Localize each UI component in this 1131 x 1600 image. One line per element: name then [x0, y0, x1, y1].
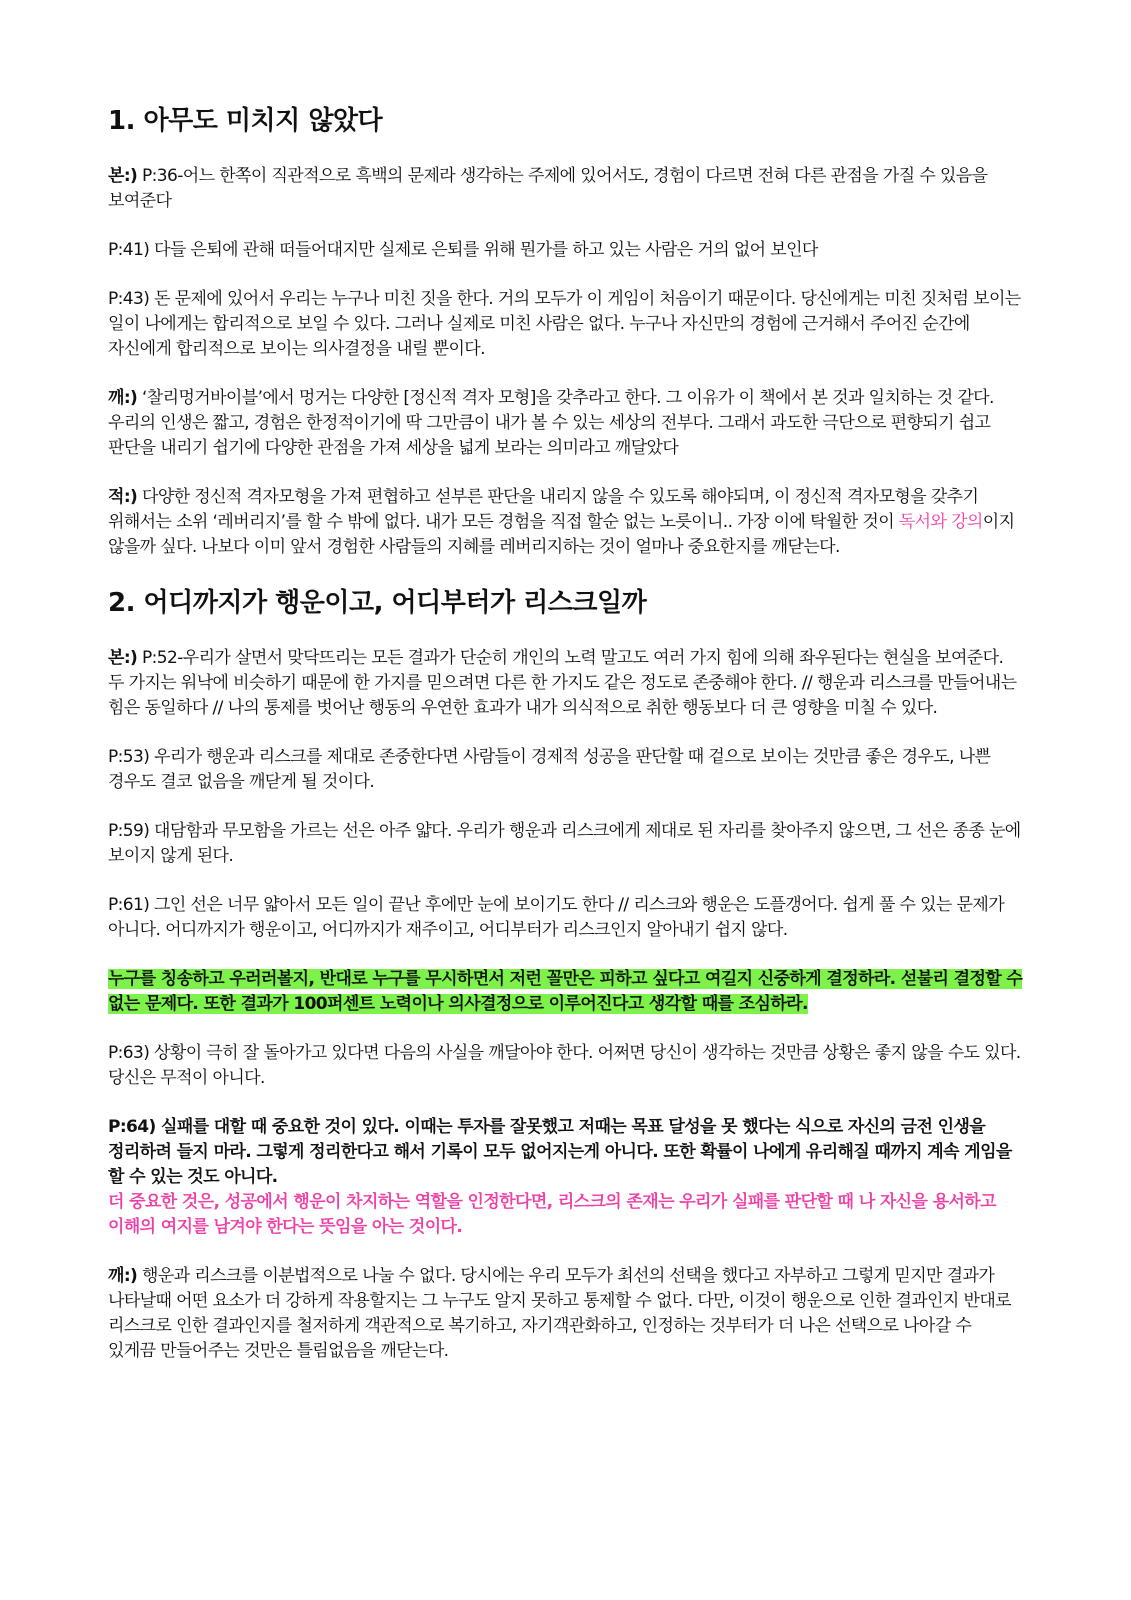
section-1-bon-paragraph	[108, 164, 1023, 214]
jeok-text-after: 이지 않을까 싶다. 나보다 이미 앞서 경험한 사람들의 지혜를 레버리지하는 것이 얼마나 중요한지를 깨닫는다.	[108, 512, 1015, 557]
p64-pink-text: 더 중요한 것은, 성공에서 행운이 차지하는 역할을 인정한다면, 리스크의 존재는 우리가 실패를 판단할 때 나 자신을 용서하고 이해의 여지를 남겨야 한다는 뜻임을 아는 것이다.	[108, 1192, 996, 1237]
jeok-text-before: 다양한 정신적 격자모형을 가져 편협하고 섣부른 판단을 내리지 않을 수 있도록 해야되며, 이 정신적 격자모형을 갖추기 위해서는 소위 ‘레버리지’를 할 수 밖에 없다. 내가 모든 경험을 직접 할순 없는 노릇이니.. 가장 이에 탁월한 것이	[108, 487, 979, 532]
section-2-quote-p59: P:59) 대담함과 무모함을 가르는 선은 아주 얇다. 우리가 행운과 리스크에게 제대로 된 자리를 찾아주지 않으면, 그 선은 종종 눈에 보이지 않게 된다.	[108, 821, 1021, 866]
section-2-highlighted-paragraph	[108, 967, 1023, 1017]
p64-bold-text: P:64) 실패를 대할 때 중요한 것이 있다. 이때는 투자를 잘못했고 저때는 목표 달성을 못 했다는 식으로 자신의 금전 인생을 정리하려 들지 마라. 그렇게 정리한다고 해서 기록이 모두 없어지는게 아니다. 또한 확률이 나에게 유리해질 때까지 계속 게임을 할 수 있는 것도 아니다.	[108, 1117, 1012, 1187]
kkae-tag: 깨:)	[108, 388, 138, 408]
section-1-quote-p43: P:43) 돈 문제에 있어서 우리는 누구나 미친 짓을 한다. 거의 모두가 이 게임이 처음이기 때문이다. 당신에게는 미친 짓처럼 보이는 일이 나에게는 합리적으로 보일 수 있다. 그러나 실제로 미친 사람은 없다. 누구나 자신만의 경험에 근거해서 주어진 순간에 자신에게 합리적으로 보이는 의사결정을 내릴 뿐이다.	[108, 289, 1021, 359]
green-highlight-text: 누구를 칭송하고 우러러볼지, 반대로 누구를 무시하면서 저런 꼴만은 피하고 싶다고 여길지 신중하게 결정하라. 섣불리 결정할 수 없는 문제다. 또한 결과가 100퍼센트 노력이나 의사결정으로 이루어진다고 생각할 때를 조심하라.	[108, 969, 1023, 1014]
bon-tag: 본:)	[108, 648, 138, 668]
section-2-title: 2. 어디까지가 행운이고, 어디부터가 리스크일까	[108, 588, 647, 618]
kkae-text: ‘찰리멍거바이블’에서 멍거는 다양한 [정신적 격자 모형]을 갖추라고 한다. 그 이유가 이 책에서 본 것과 일치하는 것 같다. 우리의 인생은 짧고, 경험은 한정적이기에 딱 그만큼이 내가 볼 수 있는 세상의 전부다. 그래서 과도한 극단으로 편향되기 쉽고 판단을 내리기 쉽기에 다양한 관점을 가져 세상을 넓게 보라는 의미라고 깨달았다	[108, 388, 994, 458]
kkae-tag: 깨:)	[108, 1266, 138, 1286]
jeok-highlight: 독서와 강의	[898, 512, 983, 532]
section-2-bon-paragraph	[108, 646, 1023, 721]
section-1-jeok-paragraph	[108, 485, 1023, 560]
section-2-quote-p64	[108, 1115, 1023, 1240]
bon-text: P:36-어느 한쪽이 직관적으로 흑백의 문제라 생각하는 주제에 있어서도, 경험이 다르면 전혀 다른 관점을 가질 수 있음을 보여준다	[108, 166, 988, 211]
bon-tag: 본:)	[108, 166, 138, 186]
kkae-text: 행운과 리스크를 이분법적으로 나눌 수 없다. 당시에는 우리 모두가 최선의 선택을 했다고 자부하고 그렇게 믿지만 결과가 나타날때 어떤 요소가 더 강하게 작용할지는 그 누구도 알지 못하고 통제할 수 없다. 다만, 이것이 행운으로 인한 결과인지 반대로 리스크로 인한 결과인지를 철저하게 객관적으로 복기하고, 자기객관화하고, 인정하는 것부터가 더 나은 선택으로 나아갈 수 있게끔 만들어주는 것만은 틀림없음을 깨닫는다.	[108, 1266, 1011, 1361]
section-1-quote-p41: P:41) 다들 은퇴에 관해 떠들어대지만 실제로 은퇴를 위해 뭔가를 하고 있는 사람은 거의 없어 보인다	[108, 240, 818, 260]
section-2-kkae-paragraph	[108, 1264, 1023, 1364]
jeok-tag: 적:)	[108, 487, 138, 507]
section-2-quote-p63: P:63) 상황이 극히 잘 돌아가고 있다면 다음의 사실을 깨달아야 한다. 어쩌면 당신이 생각하는 것만큼 상황은 좋지 않을 수도 있다. 당신은 무적이 아니다.	[108, 1043, 1021, 1088]
section-1-title: 1. 아무도 미치지 않았다	[108, 106, 383, 136]
section-1-kkae-paragraph	[108, 386, 1023, 461]
section-2-quote-p61: P:61) 그인 선은 너무 얇아서 모든 일이 끝난 후에만 눈에 보이기도 한다 // 리스크와 행운은 도플갱어다. 쉽게 풀 수 있는 문제가 아니다. 어디까지가 행운이고, 어디까지가 재주이고, 어디부터가 리스크인지 알아내기 쉽지 않다.	[108, 895, 1005, 940]
bon-text: P:52-우리가 살면서 맞닥뜨리는 모든 결과가 단순히 개인의 노력 말고도 여러 가지 힘에 의해 좌우된다는 현실을 보여준다. 두 가지는 워낙에 비슷하기 때문에 한 가지를 믿으려면 다른 한 가지도 같은 정도로 존중해야 한다. // 행운과 리스크를 만들어내는 힘은 동일하다 // 나의 통제를 벗어난 행동의 우연한 효과가 내가 의식적으로 취한 행동보다 더 큰 영향을 미칠 수 있다.	[108, 648, 1017, 718]
section-2-quote-p53: P:53) 우리가 행운과 리스크를 제대로 존중한다면 사람들이 경제적 성공을 판단할 때 겉으로 보이는 것만큼 좋은 경우도, 나쁜 경우도 결코 없음을 깨닫게 될 것이다.	[108, 747, 991, 792]
